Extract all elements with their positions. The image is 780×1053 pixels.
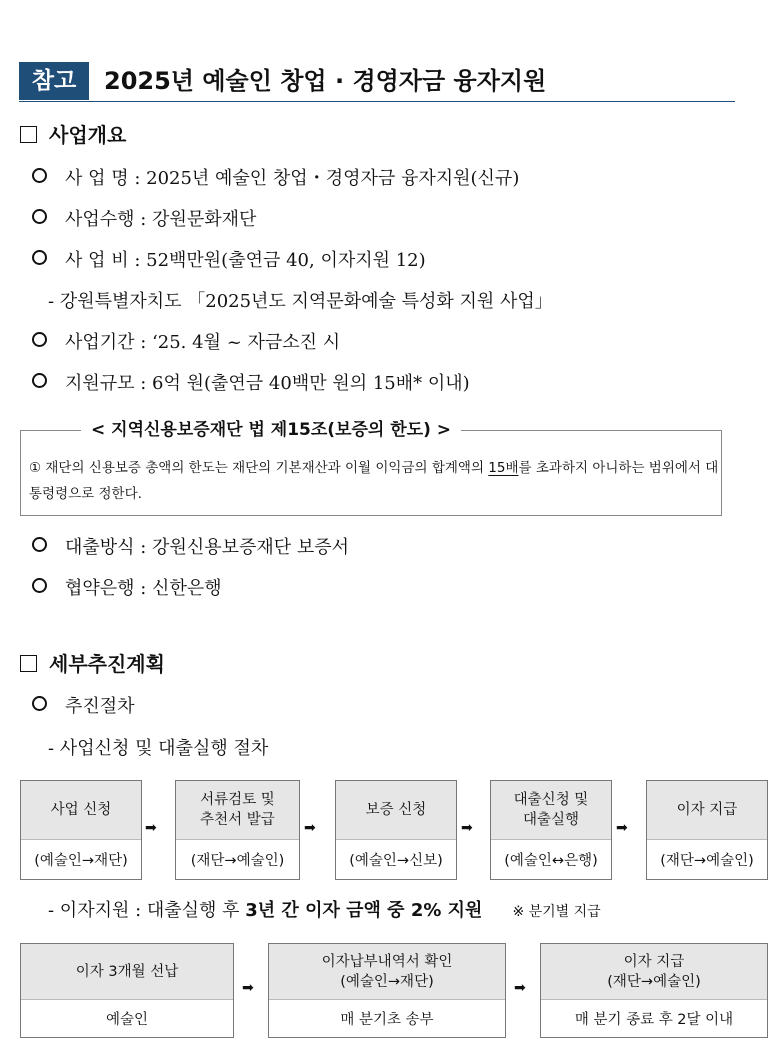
circle-bullet-icon xyxy=(32,537,47,552)
interest-flow-step xyxy=(540,943,768,1038)
law-box-text: ① 재단의 신용보증 총액의 한도는 재단의 기본재산과 이월 이익금의 합계액의 15배를 초과하지 아니하는 범위에서 대통령령으로 정한다. xyxy=(29,460,719,502)
circle-bullet-icon xyxy=(32,168,47,183)
flow-step-title: 이자납부내역서 확인 (예술인→재단) xyxy=(269,944,505,999)
overview-item: 사 업 명 : 2025년 예술인 창업・경영자금 융자지원(신규) xyxy=(32,166,519,192)
flow-step-title: 이자 지급 xyxy=(647,781,767,839)
right-arrow-icon: ➡ xyxy=(514,980,526,996)
circle-bullet-icon xyxy=(32,209,47,224)
quarterly-note: ※ 분기별 지급 xyxy=(512,904,601,920)
plan-item: 추진절차 xyxy=(32,694,135,720)
section-plan-heading xyxy=(20,650,165,678)
circle-bullet-icon xyxy=(32,696,47,711)
flow-step xyxy=(20,780,142,880)
section-overview-heading xyxy=(20,121,126,149)
circle-bullet-icon xyxy=(32,578,47,593)
page-header xyxy=(19,60,735,102)
square-bullet-icon xyxy=(20,655,37,672)
flow-step xyxy=(646,780,768,880)
circle-bullet-icon xyxy=(32,332,47,347)
flow-step-title: 사업 신청 xyxy=(21,781,141,839)
flow-step xyxy=(335,780,457,880)
flow-step-actor: (예술인↔은행) xyxy=(491,839,611,879)
flow-step-title: 서류검토 및 추천서 발급 xyxy=(176,781,299,839)
flow-step-actor: (예술인→신보) xyxy=(336,839,456,879)
right-arrow-icon: ➡ xyxy=(145,820,157,836)
flow-step xyxy=(490,780,612,880)
circle-bullet-icon xyxy=(32,373,47,388)
flow-step-detail: 매 분기초 송부 xyxy=(269,999,505,1037)
overview-item: 사 업 비 : 52백만원(출연금 40, 이자지원 12) xyxy=(32,248,426,274)
right-arrow-icon: ➡ xyxy=(304,820,316,836)
flow-step-title: 이자 지급 (재단→예술인) xyxy=(541,944,767,999)
interest-flow-step xyxy=(20,943,234,1038)
reference-tag: 참고 xyxy=(19,62,89,100)
overview-item: 협약은행 : 신한은행 xyxy=(32,576,222,602)
right-arrow-icon: ➡ xyxy=(242,980,254,996)
square-bullet-icon xyxy=(20,126,37,143)
overview-item: 사업수행 : 강원문화재단 xyxy=(32,207,256,233)
underlined-limit: 15배 xyxy=(488,460,519,476)
flow-step-detail: 예술인 xyxy=(21,999,233,1037)
plan-sub-item: - 사업신청 및 대출실행 절차 xyxy=(48,738,269,759)
overview-item: 지원규모 : 6억 원(출연금 40백만 원의 15배* 이내) xyxy=(32,371,470,397)
circle-bullet-icon xyxy=(32,250,47,265)
flow-step-title: 이자 3개월 선납 xyxy=(21,944,233,999)
flow-step-actor: (재단→예술인) xyxy=(176,839,299,879)
interest-support-highlight: 3년 간 이자 금액 중 2% 지원 xyxy=(245,900,483,921)
section-plan-title: 세부추진계획 xyxy=(49,652,165,676)
flow-step-actor: (예술인→재단) xyxy=(21,839,141,879)
flow-step-title: 보증 신청 xyxy=(336,781,456,839)
section-overview-title: 사업개요 xyxy=(49,123,127,147)
overview-item: 대출방식 : 강원신용보증재단 보증서 xyxy=(32,535,349,561)
right-arrow-icon: ➡ xyxy=(461,820,473,836)
law-box-title: < 지역신용보증재단 법 제15조(보증의 한도) > xyxy=(81,417,461,443)
flow-step-actor: (재단→예술인) xyxy=(647,839,767,879)
overview-sub-item: - 강원특별자치도 「2025년도 지역문화예술 특성화 지원 사업」 xyxy=(48,291,553,312)
right-arrow-icon: ➡ xyxy=(616,820,628,836)
interest-support-line: - 이자지원 : 대출실행 후 3년 간 이자 금액 중 2% 지원 ※ 분기별 지급 xyxy=(48,900,601,921)
law-reference-box xyxy=(20,420,722,516)
flow-step xyxy=(175,780,300,880)
overview-item: 사업기간 : ‘25. 4월 ~ 자금소진 시 xyxy=(32,330,340,356)
flow-step-title: 대출신청 및 대출실행 xyxy=(491,781,611,839)
interest-flow-step xyxy=(268,943,506,1038)
flow-step-detail: 매 분기 종료 후 2달 이내 xyxy=(541,999,767,1037)
page-title: 2025년 예술인 창업 · 경영자금 융자지원 xyxy=(104,67,547,95)
